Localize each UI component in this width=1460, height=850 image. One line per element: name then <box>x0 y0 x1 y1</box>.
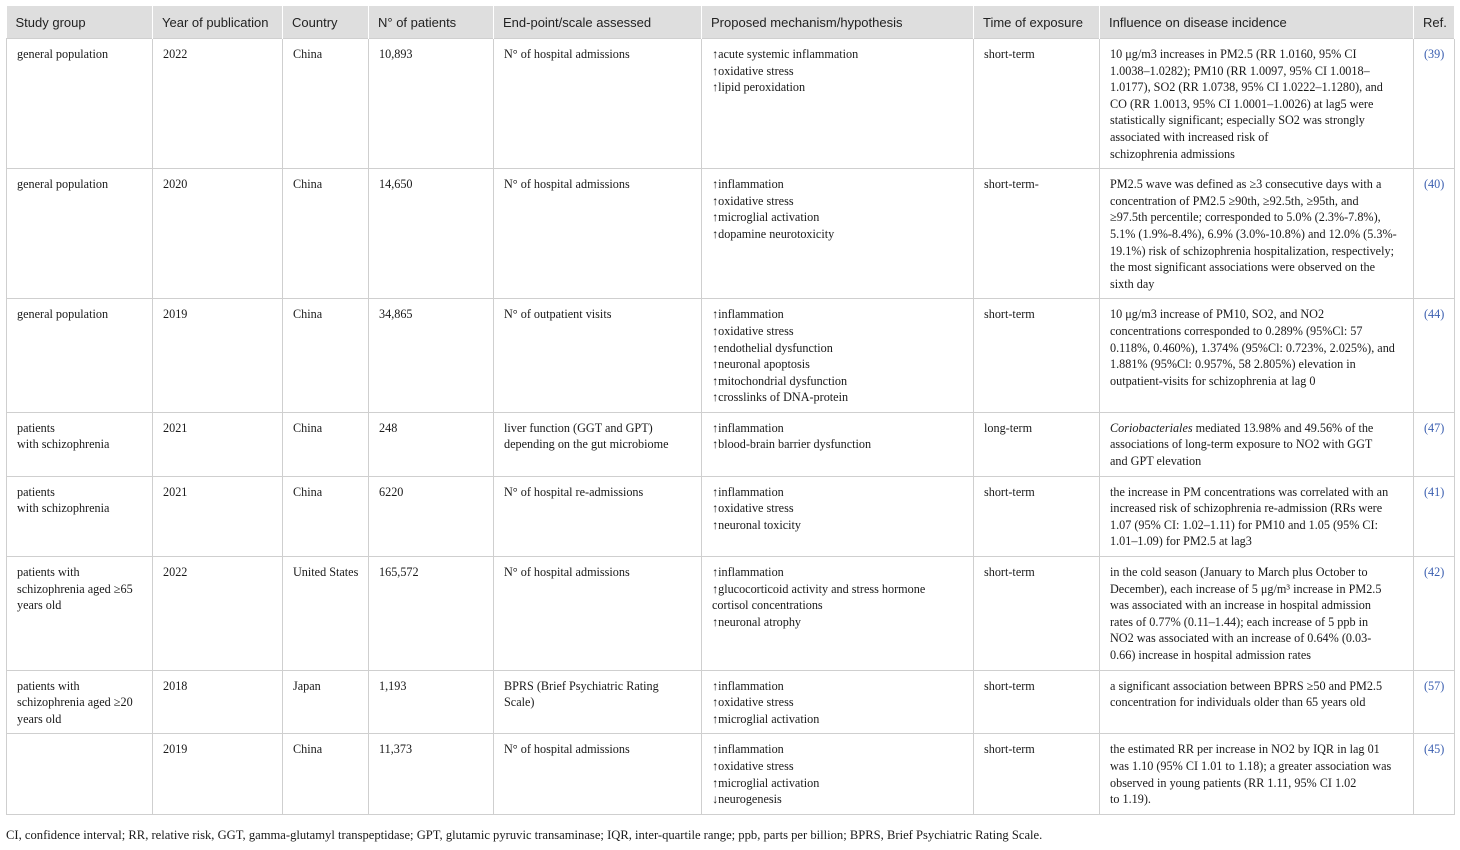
cell-influence <box>1100 169 1414 299</box>
cell-year: 2022 <box>153 39 283 169</box>
cell-influence-line: in the cold season (January to March plus October to <box>1110 565 1368 580</box>
cell-mechanism-line: cortisol concentrations <box>712 598 823 613</box>
cell-mechanism <box>702 670 974 734</box>
cell-influence-line <box>1110 420 1404 437</box>
cell-endpoint <box>494 412 702 476</box>
cell-ref-link[interactable]: (42) <box>1414 557 1455 671</box>
header-mechanism: Proposed mechanism/hypothesis <box>702 6 974 39</box>
cell-mechanism <box>702 734 974 814</box>
cell-endpoint-line: BPRS (Brief Psychiatric Rating Scale) <box>504 678 659 710</box>
cell-endpoint-line: N° of hospital admissions <box>504 742 630 757</box>
cell-mechanism-line: ↑endothelial dysfunction <box>712 340 833 355</box>
cell-country: China <box>283 734 369 814</box>
cell-country: China <box>283 299 369 413</box>
cell-study-group <box>7 734 153 814</box>
cell-influence <box>1100 557 1414 671</box>
cell-mechanism-line: ↓neurogenesis <box>712 792 782 807</box>
cell-country: United States <box>283 557 369 671</box>
cell-exposure: short-term <box>974 557 1100 671</box>
study-table <box>6 6 1455 815</box>
cell-mechanism-line: ↑microglial activation <box>712 775 820 790</box>
cell-study-group-line: patients <box>17 420 55 435</box>
cell-influence-line: concentrations corresponded to 0.289% (95%Cl: 57 <box>1110 323 1363 338</box>
cell-study-group <box>7 670 153 734</box>
cell-ref-link[interactable]: (47) <box>1414 412 1455 476</box>
cell-influence-line: ≥97.5th percentile; corresponded to 5.0% (2.3%-7.8%), <box>1110 210 1381 225</box>
cell-influence-line: 1.0038–1.0282); PM10 (RR 1.0097, 95% CI 1.0018– <box>1110 63 1370 78</box>
cell-influence-line: December), each increase of 5 μg/m³ increase in PM2.5 <box>1110 581 1382 596</box>
cell-year: 2021 <box>153 476 283 556</box>
cell-endpoint-line: depending on the gut microbiome <box>504 437 669 452</box>
cell-influence-line: concentration for individuals older than 65 years old <box>1110 695 1366 710</box>
cell-mechanism-line: ↑inflammation <box>712 177 784 192</box>
cell-exposure: short-term <box>974 670 1100 734</box>
italic-taxon: Coriobacteriales <box>1110 420 1193 435</box>
table-header-row <box>7 6 1455 39</box>
cell-year: 2018 <box>153 670 283 734</box>
cell-influence-line: was 1.10 (95% CI 1.01 to 1.18); a greater association was <box>1110 758 1392 773</box>
cell-influence-line: the most significant associations were observed on the <box>1110 260 1376 275</box>
cell-endpoint <box>494 476 702 556</box>
cell-year: 2019 <box>153 734 283 814</box>
cell-study-group-line: years old <box>17 711 62 726</box>
cell-mechanism <box>702 557 974 671</box>
cell-study-group-line: general population <box>17 307 109 322</box>
cell-exposure: short-term- <box>974 169 1100 299</box>
cell-mechanism-line: ↑microglial activation <box>712 210 820 225</box>
cell-year: 2019 <box>153 299 283 413</box>
cell-mechanism-line: ↑oxidative stress <box>712 758 794 773</box>
cell-mechanism-line: ↑inflammation <box>712 678 784 693</box>
cell-mechanism-line: ↑oxidative stress <box>712 63 794 78</box>
cell-mechanism-line: ↑glucocorticoid activity and stress hormone <box>712 581 926 596</box>
cell-endpoint <box>494 557 702 671</box>
cell-study-group-line: patients with <box>17 565 80 580</box>
cell-mechanism <box>702 39 974 169</box>
cell-country: China <box>283 476 369 556</box>
cell-exposure: short-term <box>974 476 1100 556</box>
cell-mechanism <box>702 169 974 299</box>
cell-mechanism-line: ↑dopamine neurotoxicity <box>712 226 835 241</box>
cell-endpoint-line: liver function (GGT and GPT) <box>504 420 653 435</box>
cell-influence-line: was associated with an increase in hospital admission <box>1110 598 1371 613</box>
cell-influence-line: and GPT elevation <box>1110 454 1202 469</box>
cell-study-group-line: years old <box>17 598 62 613</box>
cell-influence-line: PM2.5 wave was defined as ≥3 consecutive days with a <box>1110 177 1382 192</box>
cell-patients: 165,572 <box>369 557 494 671</box>
cell-influence-line: associations of long-term exposure to NO2 with GGT <box>1110 437 1373 452</box>
table-row <box>7 299 1455 413</box>
header-ref: Ref. <box>1414 6 1455 39</box>
cell-endpoint-line: N° of hospital admissions <box>504 47 630 61</box>
cell-mechanism-line: ↑neuronal apoptosis <box>712 357 810 372</box>
cell-influence <box>1100 670 1414 734</box>
header-influence: Influence on disease incidence <box>1100 6 1414 39</box>
cell-influence-line: observed in young patients (RR 1.11, 95% CI 1.02 <box>1110 775 1357 790</box>
cell-influence-line: 0.118%, 0.460%), 1.374% (95%Cl: 0.723%, 2.025%), and <box>1110 340 1395 355</box>
cell-patients: 248 <box>369 412 494 476</box>
cell-exposure: short-term <box>974 299 1100 413</box>
cell-exposure: short-term <box>974 734 1100 814</box>
cell-endpoint-line: N° of hospital admissions <box>504 565 630 580</box>
cell-influence-line: the estimated RR per increase in NO2 by IQR in lag 01 <box>1110 742 1380 757</box>
cell-influence-line: schizophrenia admissions <box>1110 146 1235 161</box>
cell-study-group <box>7 476 153 556</box>
cell-influence-line: concentration of PM2.5 ≥90th, ≥92.5th, ≥95th, and <box>1110 193 1359 208</box>
cell-mechanism-line: ↑oxidative stress <box>712 695 794 710</box>
table-row <box>7 169 1455 299</box>
cell-study-group <box>7 557 153 671</box>
cell-endpoint <box>494 169 702 299</box>
cell-mechanism <box>702 476 974 556</box>
cell-country: China <box>283 169 369 299</box>
cell-patients: 6220 <box>369 476 494 556</box>
cell-study-group-line: schizophrenia aged ≥20 <box>17 695 133 710</box>
cell-patients: 14,650 <box>369 169 494 299</box>
cell-ref-link[interactable]: (44) <box>1414 299 1455 413</box>
cell-country: China <box>283 412 369 476</box>
cell-influence-line: 1.07 (95% CI: 1.02–1.11) for PM10 and 1.05 (95% CI: <box>1110 517 1378 532</box>
cell-mechanism-line: ↑neuronal toxicity <box>712 517 802 532</box>
cell-study-group <box>7 169 153 299</box>
cell-study-group <box>7 299 153 413</box>
cell-influence-line: a significant association between BPRS ≥50 and PM2.5 <box>1110 678 1383 693</box>
cell-exposure: short-term <box>974 39 1100 169</box>
cell-study-group-line: general population <box>17 47 109 61</box>
cell-mechanism-line: ↑inflammation <box>712 742 784 757</box>
table-body <box>7 39 1455 815</box>
cell-patients: 34,865 <box>369 299 494 413</box>
cell-mechanism-line: ↑crosslinks of DNA-protein <box>712 390 849 405</box>
cell-influence <box>1100 299 1414 413</box>
header-exposure: Time of exposure <box>974 6 1100 39</box>
cell-ref-link[interactable]: (57) <box>1414 670 1455 734</box>
data-table-wrapper <box>6 6 1454 815</box>
header-country: Country <box>283 6 369 39</box>
cell-mechanism-line: ↑acute systemic inflammation <box>712 47 859 61</box>
cell-mechanism-line: ↑inflammation <box>712 565 784 580</box>
table-row <box>7 39 1455 169</box>
cell-study-group-line: patients with <box>17 678 80 693</box>
cell-influence-line: 1.0177), SO2 (RR 1.0738, 95% CI 1.0222–1.1280), and <box>1110 80 1383 95</box>
cell-endpoint <box>494 670 702 734</box>
cell-mechanism-line: ↑oxidative stress <box>712 193 794 208</box>
cell-patients: 11,373 <box>369 734 494 814</box>
cell-influence-line: 5.1% (1.9%-8.4%), 6.9% (3.0%-10.8%) and 12.0% (5.3%- <box>1110 226 1397 241</box>
cell-year: 2020 <box>153 169 283 299</box>
cell-influence <box>1100 412 1414 476</box>
table-row <box>7 412 1455 476</box>
cell-ref-link[interactable]: (40) <box>1414 169 1455 299</box>
cell-mechanism-line: ↑inflammation <box>712 420 784 435</box>
cell-influence-line: 10 μg/m3 increase of PM10, SO2, and NO2 <box>1110 307 1325 322</box>
cell-study-group-line: general population <box>17 177 109 192</box>
cell-influence-line: statistically significant; especially SO2 was strongly <box>1110 113 1365 128</box>
table-row <box>7 670 1455 734</box>
cell-mechanism-line: ↑inflammation <box>712 307 784 322</box>
cell-year: 2022 <box>153 557 283 671</box>
header-year: Year of publication <box>153 6 283 39</box>
cell-study-group-line: with schizophrenia <box>17 437 110 452</box>
cell-influence-line: increased risk of schizophrenia re-admission (RRs were <box>1110 501 1383 516</box>
cell-endpoint <box>494 734 702 814</box>
cell-mechanism <box>702 412 974 476</box>
cell-patients: 10,893 <box>369 39 494 169</box>
cell-endpoint <box>494 39 702 169</box>
cell-endpoint-line: N° of outpatient visits <box>504 307 612 322</box>
cell-influence-line: 1.881% (95%Cl: 0.957%, 58 2.805%) elevation in <box>1110 357 1356 372</box>
cell-influence-line: associated with increased risk of <box>1110 129 1269 144</box>
cell-mechanism-line: ↑inflammation <box>712 484 784 499</box>
cell-year: 2021 <box>153 412 283 476</box>
cell-influence-line: sixth day <box>1110 276 1155 291</box>
cell-influence-line: to 1.19). <box>1110 792 1151 807</box>
cell-influence-line: rates of 0.77% (0.11–1.44); each increase of 5 ppb in <box>1110 614 1369 629</box>
cell-study-group <box>7 39 153 169</box>
cell-mechanism-line: ↑microglial activation <box>712 711 820 726</box>
header-patients: N° of patients <box>369 6 494 39</box>
cell-mechanism-line: ↑oxidative stress <box>712 323 794 338</box>
cell-influence-line: NO2 was associated with an increase of 0.64% (0.03- <box>1110 631 1372 646</box>
header-study-group: Study group <box>7 6 153 39</box>
cell-influence-line: outpatient-visits for schizophrenia at lag 0 <box>1110 373 1316 388</box>
cell-influence-line: 10 μg/m3 increases in PM2.5 (RR 1.0160, 95% CI <box>1110 47 1357 61</box>
cell-country: China <box>283 39 369 169</box>
cell-study-group-line: patients <box>17 484 55 499</box>
table-row <box>7 734 1455 814</box>
table-footnote: CI, confidence interval; RR, relative risk, GGT, gamma-glutamyl transpeptidase; GPT, glutamic pyruvic transaminase; IQR, inter-quartile range; ppb, parts per billion; BPRS, Brief Psychiatric Rating Scale. <box>6 828 1043 842</box>
cell-study-group <box>7 412 153 476</box>
cell-exposure: long-term <box>974 412 1100 476</box>
table-row <box>7 557 1455 671</box>
header-endpoint: End-point/scale assessed <box>494 6 702 39</box>
cell-influence <box>1100 476 1414 556</box>
cell-mechanism-line: ↑oxidative stress <box>712 501 794 516</box>
cell-mechanism-line: ↑mitochondrial dysfunction <box>712 373 848 388</box>
cell-endpoint-line: N° of hospital admissions <box>504 177 630 192</box>
cell-endpoint <box>494 299 702 413</box>
cell-influence-text: mediated 13.98% and 49.56% of the <box>1192 420 1374 435</box>
cell-influence <box>1100 734 1414 814</box>
cell-mechanism-line: ↑neuronal atrophy <box>712 614 802 629</box>
cell-mechanism-line: ↑lipid peroxidation <box>712 80 806 95</box>
cell-influence-line: 0.66) increase in hospital admission rates <box>1110 648 1312 662</box>
cell-influence-line: CO (RR 1.0013, 95% CI 1.0001–1.0026) at lag5 were <box>1110 96 1374 111</box>
cell-study-group-line: schizophrenia aged ≥65 <box>17 581 133 596</box>
table-row <box>7 476 1455 556</box>
cell-influence-line: 1.01–1.09) for PM2.5 at lag3 <box>1110 534 1252 549</box>
cell-mechanism <box>702 299 974 413</box>
cell-mechanism-line: ↑blood-brain barrier dysfunction <box>712 437 872 452</box>
cell-ref-link[interactable]: (39) <box>1414 39 1455 169</box>
cell-study-group-line: with schizophrenia <box>17 501 110 516</box>
cell-patients: 1,193 <box>369 670 494 734</box>
cell-country: Japan <box>283 670 369 734</box>
cell-influence-line: the increase in PM concentrations was correlated with an <box>1110 484 1389 499</box>
cell-ref-link[interactable]: (45) <box>1414 734 1455 814</box>
cell-ref-link[interactable]: (41) <box>1414 476 1455 556</box>
cell-influence <box>1100 39 1414 169</box>
cell-influence-line: 19.1%) risk of schizophrenia hospitalization, respectively; <box>1110 243 1394 258</box>
cell-endpoint-line: N° of hospital re-admissions <box>504 484 644 499</box>
